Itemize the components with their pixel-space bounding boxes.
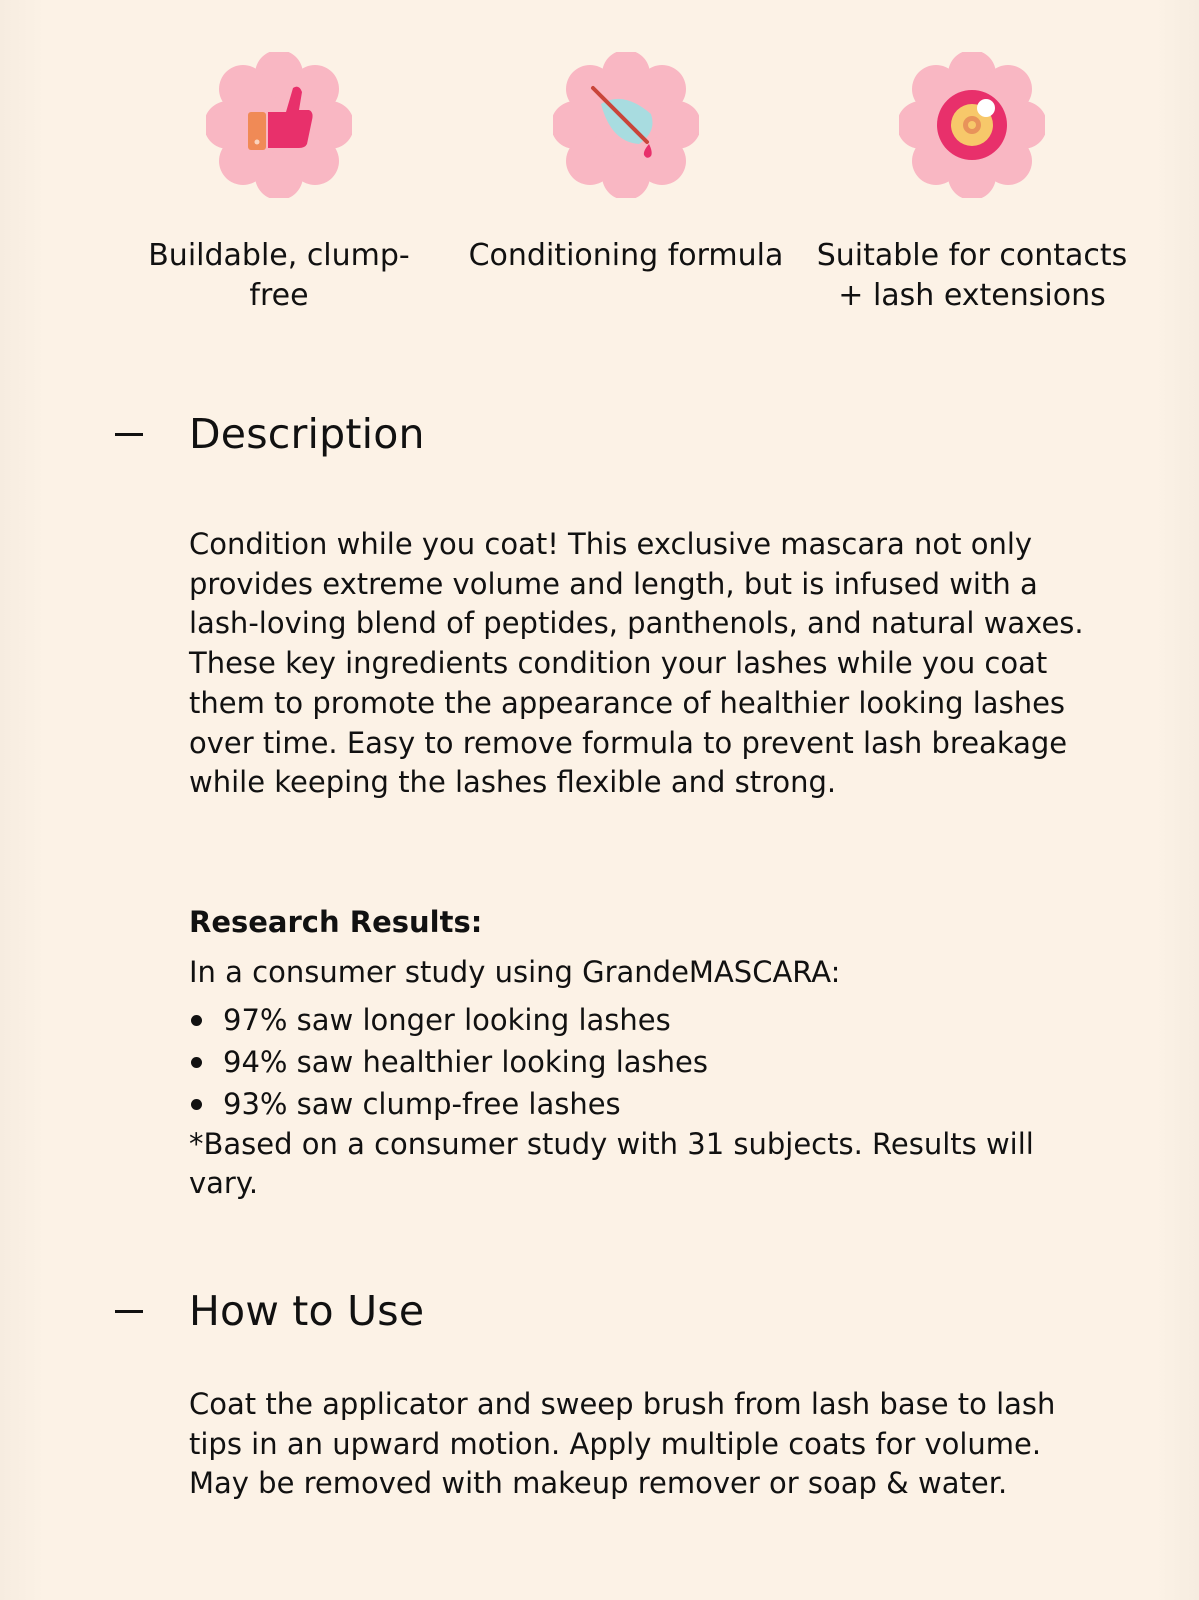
bullet-icon (191, 1099, 202, 1110)
how-to-use-header[interactable] (115, 1286, 424, 1336)
list-item-text: 93% saw clump-free lashes (223, 1087, 621, 1121)
list-item (189, 1041, 1099, 1083)
research-title: Research Results: (189, 905, 483, 939)
list-item-text: 94% saw healthier looking lashes (223, 1045, 708, 1079)
feature-label: Buildable, clump-free (148, 238, 410, 313)
description-header[interactable] (115, 409, 425, 459)
feature-conditioning (456, 52, 796, 276)
research-list (189, 999, 1099, 1125)
feature-label: Conditioning formula (468, 238, 784, 273)
how-to-use-body: Coat the applicator and sweep brush from lash base to lash tips in an upward motion. Apply multiple coats for volume. May be removed with makeup remover or soap & water. (189, 1387, 1056, 1501)
section-title: Description (189, 410, 425, 458)
description-body: Condition while you coat! This exclusive mascara not only provides extreme volume and length, but is infused with a lash-loving blend of peptides, panthenols, and natural waxes. These key ingredients condition your lashes while you coat them to promote the appearance of healthier looking lashes over time. Easy to remove formula to prevent lash breakage while keeping the lashes flexible and strong. (189, 527, 1084, 800)
minus-icon[interactable] (115, 1310, 143, 1313)
bullet-icon (191, 1015, 202, 1026)
list-item-text: 97% saw longer looking lashes (223, 1003, 671, 1037)
minus-icon[interactable] (115, 433, 143, 436)
list-item (189, 999, 1099, 1041)
eye-lens-icon (899, 52, 1045, 198)
section-title: How to Use (189, 1287, 425, 1335)
feature-buildable (109, 52, 449, 316)
feather-drop-icon (553, 52, 699, 198)
research-results (189, 902, 1099, 1203)
feature-badges (0, 52, 1199, 312)
thumbs-up-icon (206, 52, 352, 198)
feature-contacts (802, 52, 1142, 316)
research-note: *Based on a consumer study with 31 subjects. Results will vary. (189, 1127, 1034, 1200)
research-intro: In a consumer study using GrandeMASCARA: (189, 955, 841, 989)
feature-label: Suitable for contacts + lash extensions (816, 238, 1128, 313)
list-item (189, 1083, 1099, 1125)
bullet-icon (191, 1057, 202, 1068)
